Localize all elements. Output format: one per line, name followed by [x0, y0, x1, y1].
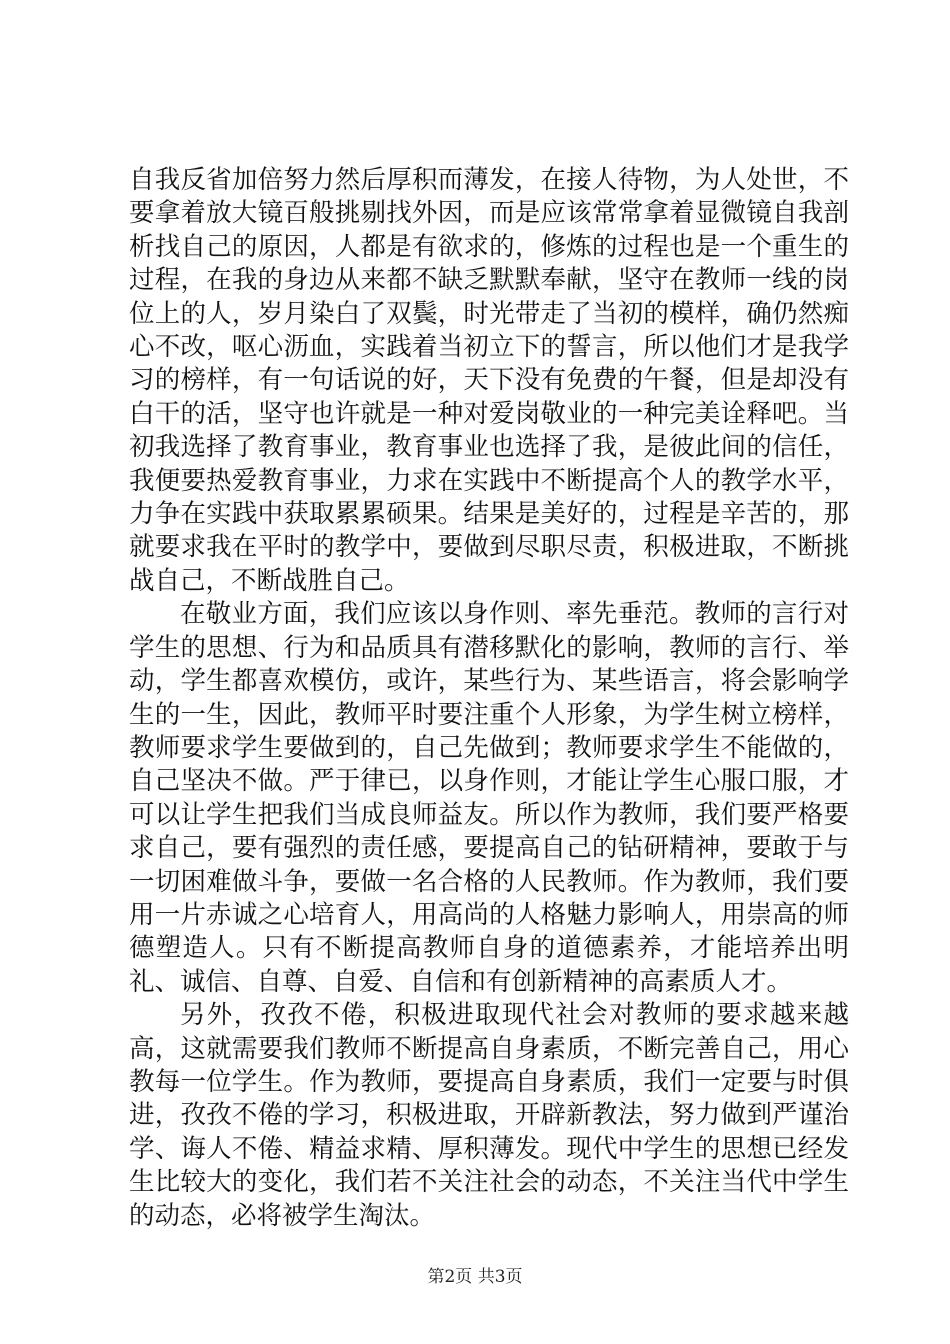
- paragraph-1: 自我反省加倍努力然后厚积而薄发，在接人待物，为人处世，不要拿着放大镜百般挑剔找外因，而是应该常常拿着显微镜自我剖析找自己的原因，人都是有欲求的，修炼的过程也是一个重生的过程，在我的身边从来都不缺乏默默奉献，坚守在教师一线的岗位上的人，岁月染白了双鬓，时光带走了当初的模样，确仍然痴心不改，呕心沥血，实践着当初立下的誓言，所以他们才是我学习的榜样，有一句话说的好，天下没有免费的午餐，但是却没有白干的活，坚守也许就是一种对爱岗敬业的一种完美诠释吧。当初我选择了教育事业，教育事业也选择了我，是彼此间的信任，我便要热爱教育事业，力求在实践中不断提高个人的教学水平，力争在实践中获取累累硕果。结果是美好的，过程是辛苦的，那就要求我在平时的教学中，要做到尽职尽责，积极进取，不断挑战自己，不断战胜自己。: [129, 165, 849, 596]
- document-body: [129, 164, 849, 1233]
- page-number-footer: 第2页 共3页: [427, 1267, 523, 1287]
- paragraph-3: 另外，孜孜不倦，积极进取现代社会对教师的要求越来越高，这就需要我们教师不断提高自身素质，不断完善自己，用心教每一位学生。作为教师，要提高自身素质，我们一定要与时俱进，孜孜不倦的学习，积极进取，开辟新教法，努力做到严谨治学、诲人不倦、精益求精、厚积薄发。现代中学生的思想已经发生比较大的变化，我们若不关注社会的动态，不关注当代中学生的动态，必将被学生淘汰。: [129, 1000, 849, 1231]
- paragraph-2: 在敬业方面，我们应该以身作则、率先垂范。教师的言行对学生的思想、行为和品质具有潜移默化的影响，教师的言行、举动，学生都喜欢模仿，或许，某些行为、某些语言，将会影响学生的一生，因此，教师平时要注重个人形象，为学生树立榜样，教师要求学生要做到的，自己先做到；教师要求学生不能做的，自己坚决不做。严于律已，以身作则，才能让学生心服口服，才可以让学生把我们当成良师益友。所以作为教师，我们要严格要求自己，要有强烈的责任感，要提高自己的钻研精神，要敢于与一切困难做斗争，要做一名合格的人民教师。作为教师，我们要用一片赤诚之心培育人，用高尚的人格魅力影响人，用崇高的师德塑造人。只有不断提高教师自身的道德素养，才能培养出明礼、诚信、自尊、自爱、自信和有创新精神的高素质人才。: [129, 599, 849, 997]
